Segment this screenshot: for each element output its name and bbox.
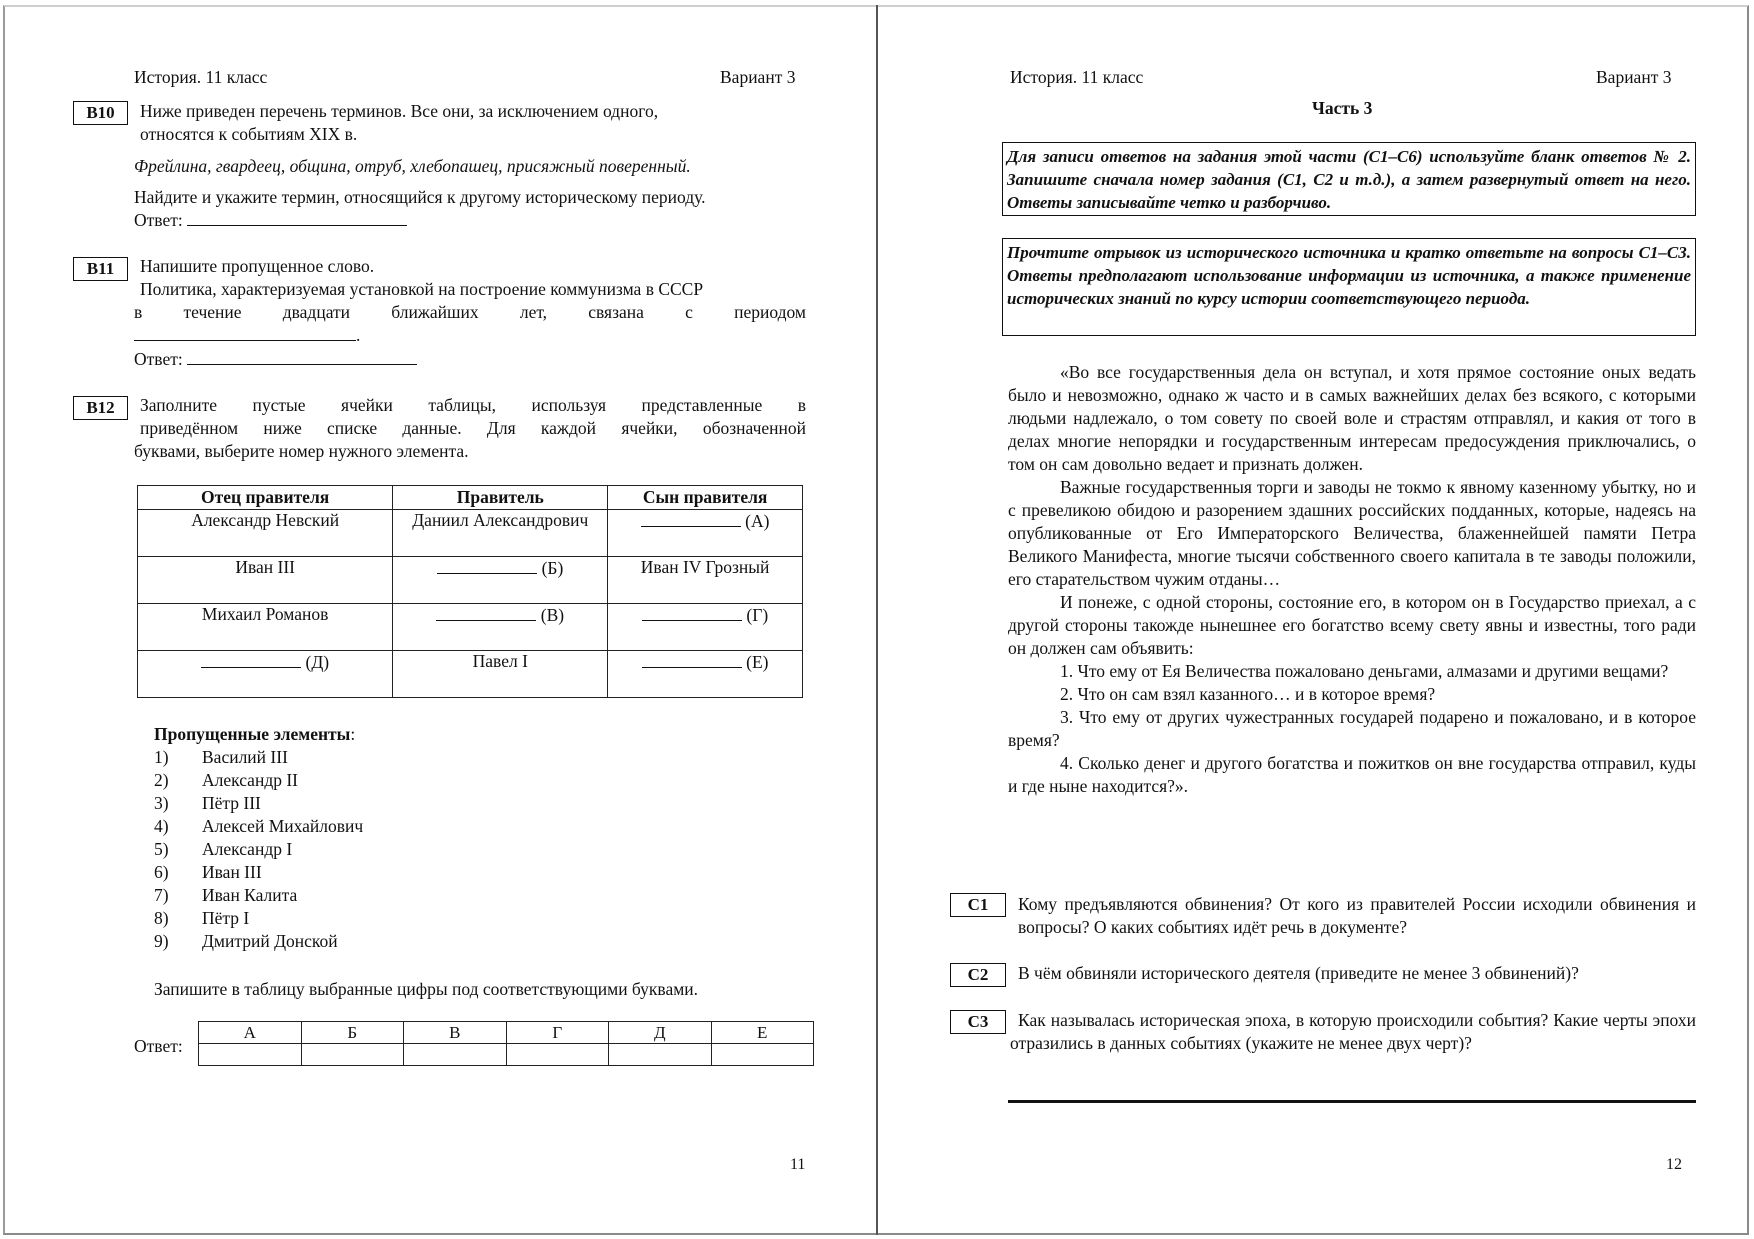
list-item: 9) Дмитрий Донской <box>154 931 338 951</box>
b11-line3: в течение двадцати ближайших лет, связана с периодом <box>134 302 806 322</box>
col-header-ruler: Правитель <box>393 486 608 510</box>
page-right <box>878 0 1754 1239</box>
source-paragraph: «Во все государственныя дела он вступал, и хотя прямое состояние оных ведать было и невозможно, однако ж часто и в самых важнейших делах без всякого, с которыми людьми надлежало, о том совету по своей воле и страстям отправлял, и какия от того в делах многие непорядки и государственным интересам предосуждения приключались, о том он сам довольно ведает и признать должен. <box>1008 362 1696 474</box>
b12-line1: Заполните пустые ячейки таблицы, используя представленные в <box>140 395 806 415</box>
answer-letter-e: Е <box>711 1022 814 1044</box>
b10-terms: Фрейлина, гвардеец, община, отруб, хлебопашец, присяжный поверенный. <box>134 156 691 176</box>
missing-elements-title: Пропущенные элементы: <box>154 724 356 744</box>
cell-father-blank[interactable] <box>138 651 393 698</box>
answer-cell-e[interactable] <box>711 1044 814 1066</box>
write-instruction: Запишите в таблицу выбранные цифры под соответствующими буквами. <box>154 979 699 999</box>
table-row <box>138 651 803 698</box>
page-number: 12 <box>1666 1156 1682 1173</box>
answer-letter-b: Б <box>301 1022 404 1044</box>
source-question: 4. Сколько денег и другого богатства и пожитков он вне государства отправил, куды и где ныне находится?». <box>1008 753 1696 796</box>
cell-letter: (Г) <box>746 605 769 625</box>
cell-son-blank[interactable] <box>608 651 803 698</box>
source-paragraph: Важные государственныя торги и заводы не токмо к явному казенному убытку, но и с превеликою обидою и разорением здашних российских подданных, которые, надеясь на опубликованные от Его Императорского Величества, блаженнейшей памяти Петра Великого Манифеста, многие тысячи собственного своего капитала в те заводы положили, его старательством чужим отданы… <box>1008 477 1696 589</box>
question-c3-text: Как называлась историческая эпоха, в которую происходили события? Какие черты эпохи отразились в данных событиях (укажите не менее двух черт)? <box>1010 1010 1696 1053</box>
b11-blank-row: . <box>134 324 360 347</box>
answer-letter-g: Г <box>506 1022 609 1044</box>
page-number: 11 <box>790 1156 806 1173</box>
b12-line3: буквами, выберите номер нужного элемента. <box>134 441 469 461</box>
table-row <box>138 510 803 557</box>
cell-ruler: Павел I <box>393 651 608 698</box>
col-header-son: Сын правителя <box>608 486 803 510</box>
cell-letter: (Д) <box>305 652 330 672</box>
list-item: 6) Иван III <box>154 862 262 882</box>
header-subject: История. 11 класс <box>134 67 268 87</box>
b11-answer-row <box>134 348 417 371</box>
source-paragraph: И понеже, с одной стороны, состояние его, в котором он в Государство приехал, а с другой стороны такожде нынешнее его богатство всему свету явны и известны, того ради он должен сам объявить: <box>1008 592 1696 658</box>
cell-letter: (Е) <box>746 652 769 672</box>
answer-cell-d[interactable] <box>609 1044 712 1066</box>
b10-text-line1: Ниже приведен перечень терминов. Все они, за исключением одного, <box>140 101 659 121</box>
source-question: 3. Что ему от других чужестранных государей подарено и пожаловано, и в которое время? <box>1008 707 1696 750</box>
list-item: 4) Алексей Михайлович <box>154 816 364 836</box>
cell-letter: (Б) <box>541 558 564 578</box>
question-label-b12: B12 <box>73 396 128 420</box>
list-item: 5) Александр I <box>154 839 293 859</box>
question-label-b11: B11 <box>73 257 128 281</box>
answer-cell-v[interactable] <box>404 1044 507 1066</box>
answer-table <box>198 1021 814 1066</box>
list-item: 7) Иван Калита <box>154 885 298 905</box>
source-text <box>1008 361 1696 798</box>
answer-cell-b[interactable] <box>301 1044 404 1066</box>
cell-letter: (А) <box>745 511 770 531</box>
cell-ruler-blank[interactable] <box>393 557 608 604</box>
answer-letter-d: Д <box>609 1022 712 1044</box>
b12-answer-label: Ответ: <box>134 1036 183 1056</box>
list-item: 2) Александр II <box>154 770 299 790</box>
cell-letter: (В) <box>540 605 565 625</box>
list-item: 8) Пётр I <box>154 908 250 928</box>
list-item: 1) Василий III <box>154 747 288 767</box>
page-left <box>0 0 876 1239</box>
question-c2-text: В чём обвиняли исторического деятеля (приведите не менее 3 обвинений)? <box>1018 963 1579 983</box>
answer-cell-g[interactable] <box>506 1044 609 1066</box>
missing-elements-list <box>154 746 363 953</box>
cell-son: Иван IV Грозный <box>608 557 803 604</box>
header-subject: История. 11 класс <box>1010 67 1144 87</box>
b10-instruction: Найдите и укажите термин, относящийся к другому историческому периоду. <box>134 187 706 207</box>
answer-letter-v: В <box>404 1022 507 1044</box>
question-label-c2: С2 <box>950 963 1006 987</box>
answer-cell-a[interactable] <box>199 1044 302 1066</box>
list-item: 3) Пётр III <box>154 793 261 813</box>
cell-ruler: Даниил Александрович <box>393 510 608 557</box>
table-row <box>138 604 803 651</box>
header-variant: Вариант 3 <box>720 67 796 87</box>
cell-father: Иван III <box>138 557 393 604</box>
cell-father: Александр Невский <box>138 510 393 557</box>
end-rule <box>1008 1100 1696 1103</box>
b11-line2: Политика, характеризуемая установкой на построение коммунизма в СССР <box>140 279 704 299</box>
question-c1-text: Кому предъявляются обвинения? От кого из правителей России исходили обвинения и вопросы? О каких событиях идёт речь в документе? <box>1018 894 1696 937</box>
rulers-table <box>137 485 803 698</box>
b10-text-line2: относятся к событиям XIX в. <box>140 124 358 144</box>
header-variant: Вариант 3 <box>1596 67 1672 87</box>
b10-answer-field[interactable] <box>187 209 407 226</box>
b11-line1: Напишите пропущенное слово. <box>140 256 375 276</box>
question-label-c1: С1 <box>950 893 1006 917</box>
b11-blank-field[interactable] <box>134 324 356 341</box>
cell-father: Михаил Романов <box>138 604 393 651</box>
b11-answer-label: Ответ: <box>134 349 183 369</box>
cell-ruler-blank[interactable] <box>393 604 608 651</box>
question-label-b10: B10 <box>73 101 128 125</box>
cell-son-blank[interactable] <box>608 510 803 557</box>
col-header-father: Отец правителя <box>138 486 393 510</box>
cell-son-blank[interactable] <box>608 604 803 651</box>
b12-line2: приведённом ниже списке данные. Для каждой ячейки, обозначенной <box>140 418 806 438</box>
table-row <box>138 557 803 604</box>
answer-letter-a: А <box>199 1022 302 1044</box>
source-question: 2. Что он сам взял казанного… и в которое время? <box>1060 684 1436 704</box>
part-title: Часть 3 <box>1312 98 1373 118</box>
b11-answer-field[interactable] <box>187 348 417 365</box>
b10-answer-row <box>134 209 407 232</box>
instruction-box-answers: Для записи ответов на задания этой части (С1–С6) используйте бланк ответов № 2. Запишите сначала номер задания (С1, С2 и т.д.), а затем развернутый ответ на него. Ответы записывайте четко и разборчиво. <box>1002 142 1696 216</box>
instruction-box-source: Прочтите отрывок из исторического источника и кратко ответьте на вопросы С1–С3. Ответы предполагают использование информации из источника, а также применение исторических знаний по курсу истории соответствующего периода. <box>1002 238 1696 336</box>
source-question: 1. Что ему от Ея Величества пожаловано деньгами, алмазами и другими вещами? <box>1060 661 1669 681</box>
b10-answer-label: Ответ: <box>134 210 183 230</box>
question-label-c3: С3 <box>950 1010 1006 1034</box>
